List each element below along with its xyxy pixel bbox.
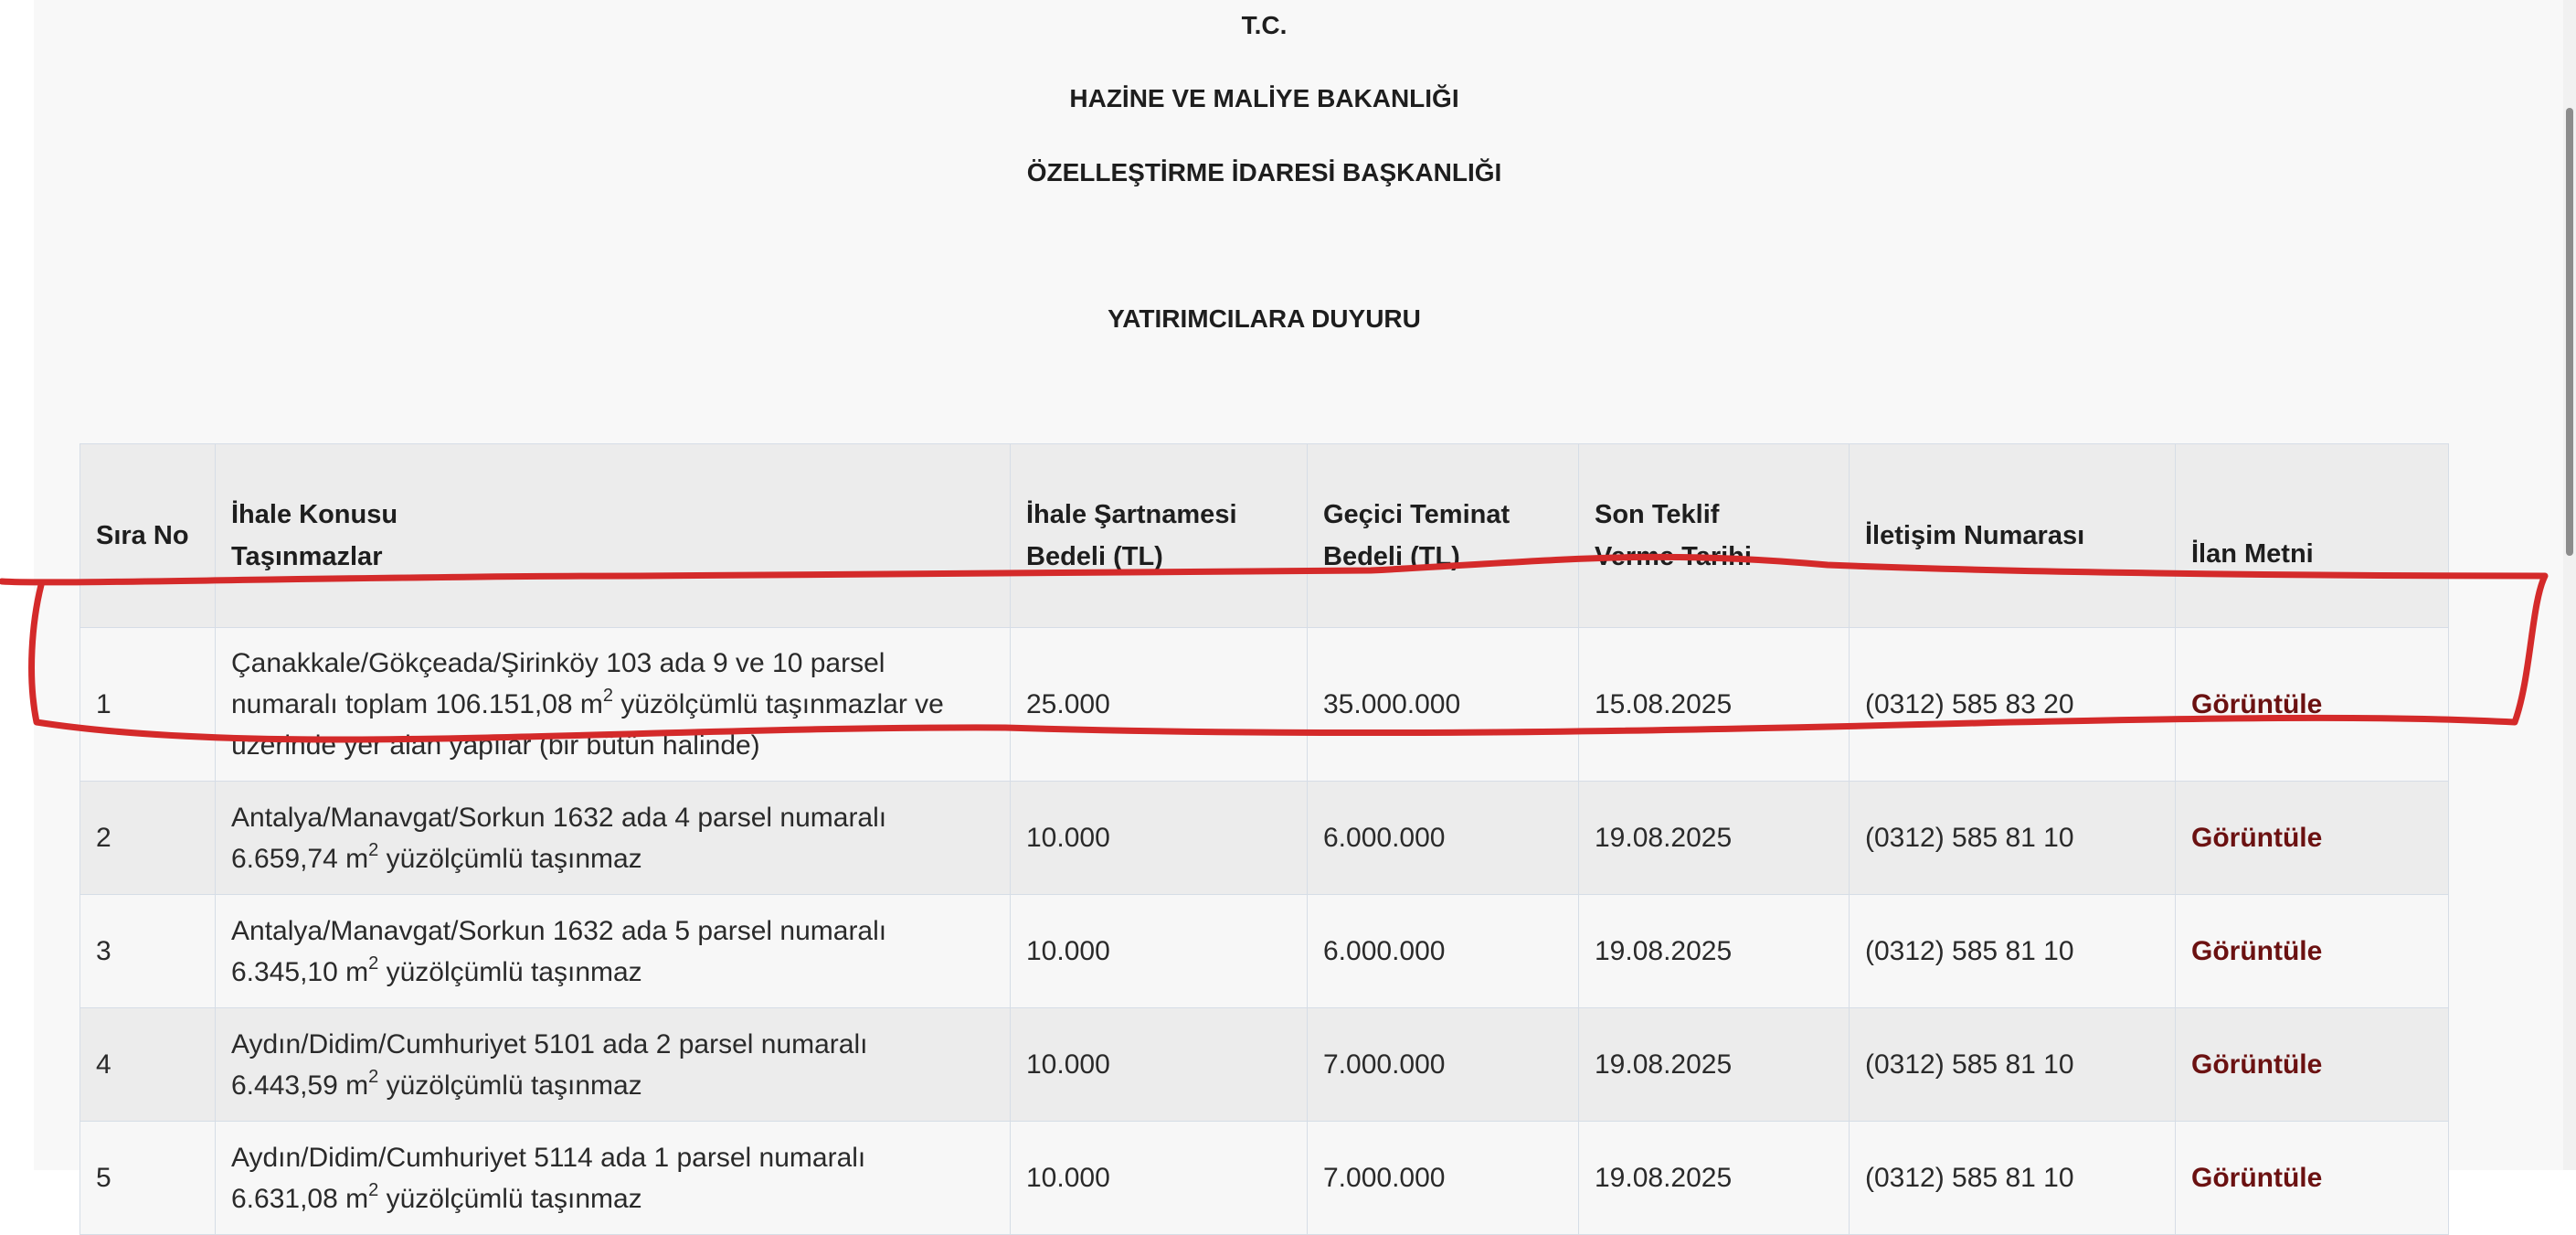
cell-son-teklif-tarihi: 15.08.2025 — [1579, 628, 1850, 782]
cell-sira-no: 4 — [80, 1008, 216, 1122]
col-header-iletisim: İletişim Numarası — [1850, 444, 2176, 628]
col-header-ihale-konusu: İhale Konusu Taşınmazlar — [216, 444, 1011, 628]
table-row — [80, 628, 2449, 782]
table-row — [80, 895, 2449, 1008]
cell-sira-no: 2 — [80, 782, 216, 895]
cell-ilan-metni — [2176, 628, 2449, 782]
heading-directorate: ÖZELLEŞTİRME İDARESİ BAŞKANLIĞI — [1026, 158, 1502, 186]
heading-announcement: YATIRIMCILARA DUYURU — [1108, 304, 1421, 333]
cell-gecici-teminat: 6.000.000 — [1308, 782, 1579, 895]
cell-ihale-konusu: Çanakkale/Gökçeada/Şirinköy 103 ada 9 ve 10 parsel numaralı toplam 106.151,08 $m^2$ yüzölçümlü taşınmazlar ve üzerinde yer alan yapılar (bir bütün halinde) — [216, 628, 1011, 782]
view-link[interactable]: Görüntüle — [2191, 689, 2323, 719]
tender-table — [80, 443, 2449, 1235]
table-row — [80, 1122, 2449, 1235]
cell-sartname-bedeli: 10.000 — [1011, 1122, 1308, 1235]
cell-son-teklif-tarihi: 19.08.2025 — [1579, 1008, 1850, 1122]
cell-iletisim-numarasi: (0312) 585 83 20 — [1850, 628, 2176, 782]
cell-gecici-teminat: 6.000.000 — [1308, 895, 1579, 1008]
cell-ihale-konusu: Aydın/Didim/Cumhuriyet 5101 ada 2 parsel numaralı 6.443,59 $m^2$ yüzölçümlü taşınmaz — [216, 1008, 1011, 1122]
cell-sartname-bedeli: 25.000 — [1011, 628, 1308, 782]
col-header-gecici-teminat: Geçici Teminat Bedeli (TL) — [1308, 444, 1579, 628]
view-link[interactable]: Görüntüle — [2191, 936, 2323, 966]
cell-ilan-metni — [2176, 895, 2449, 1008]
heading-ministry: HAZİNE VE MALİYE BAKANLIĞI — [1069, 84, 1459, 112]
cell-iletisim-numarasi: (0312) 585 81 10 — [1850, 1122, 2176, 1235]
cell-iletisim-numarasi: (0312) 585 81 10 — [1850, 782, 2176, 895]
cell-sartname-bedeli: 10.000 — [1011, 1008, 1308, 1122]
scrollbar-thumb[interactable] — [2566, 108, 2573, 556]
cell-sira-no: 5 — [80, 1122, 216, 1235]
cell-son-teklif-tarihi: 19.08.2025 — [1579, 895, 1850, 1008]
cell-sira-no: 1 — [80, 628, 216, 782]
cell-gecici-teminat: 7.000.000 — [1308, 1008, 1579, 1122]
table-row — [80, 782, 2449, 895]
cell-iletisim-numarasi: (0312) 585 81 10 — [1850, 1008, 2176, 1122]
cell-ihale-konusu: Antalya/Manavgat/Sorkun 1632 ada 5 parsel numaralı 6.345,10 $m^2$ yüzölçümlü taşınmaz — [216, 895, 1011, 1008]
cell-ilan-metni — [2176, 1008, 2449, 1122]
cell-iletisim-numarasi: (0312) 585 81 10 — [1850, 895, 2176, 1008]
page-scrollbar[interactable] — [2563, 0, 2576, 1170]
view-link[interactable]: Görüntüle — [2191, 1049, 2323, 1080]
announcement-page — [34, 0, 2565, 1214]
cell-sira-no: 3 — [80, 895, 216, 1008]
view-link[interactable]: Görüntüle — [2191, 1163, 2323, 1193]
table-row — [80, 1008, 2449, 1122]
col-header-son-teklif: Son Teklif Verme Tarihi — [1579, 444, 1850, 628]
view-link[interactable]: Görüntüle — [2191, 823, 2323, 853]
cell-son-teklif-tarihi: 19.08.2025 — [1579, 1122, 1850, 1235]
cell-sartname-bedeli: 10.000 — [1011, 895, 1308, 1008]
cell-ilan-metni — [2176, 1122, 2449, 1235]
table-header-row — [80, 444, 2449, 628]
cell-gecici-teminat: 35.000.000 — [1308, 628, 1579, 782]
cell-ihale-konusu: Antalya/Manavgat/Sorkun 1632 ada 4 parsel numaralı 6.659,74 $m^2$ yüzölçümlü taşınmaz — [216, 782, 1011, 895]
col-header-ilan-metni: İlan Metni — [2176, 444, 2449, 628]
cell-gecici-teminat: 7.000.000 — [1308, 1122, 1579, 1235]
cell-sartname-bedeli: 10.000 — [1011, 782, 1308, 895]
col-header-sartname-bedeli: İhale Şartnamesi Bedeli (TL) — [1011, 444, 1308, 628]
cell-son-teklif-tarihi: 19.08.2025 — [1579, 782, 1850, 895]
cell-ilan-metni — [2176, 782, 2449, 895]
heading-tc: T.C. — [1241, 11, 1288, 39]
cell-ihale-konusu: Aydın/Didim/Cumhuriyet 5114 ada 1 parsel numaralı 6.631,08 $m^2$ yüzölçümlü taşınmaz — [216, 1122, 1011, 1235]
col-header-sira-no: Sıra No — [80, 444, 216, 628]
